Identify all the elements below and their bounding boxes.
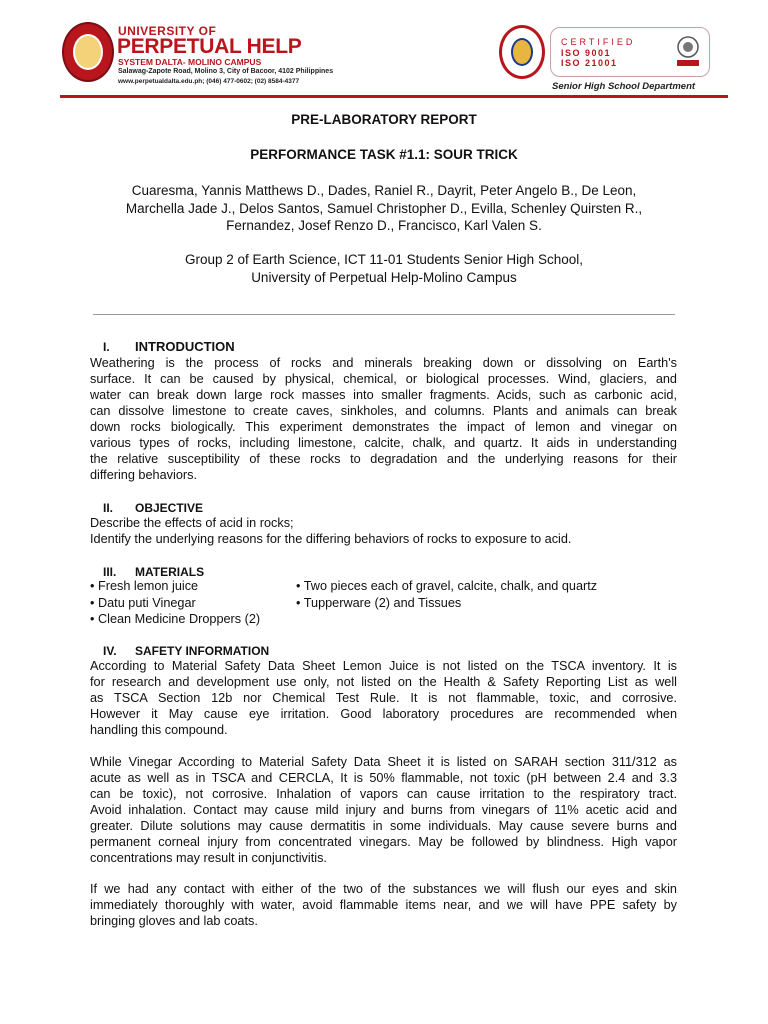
- university-name: PERPETUAL HELP: [117, 35, 302, 58]
- paragraph-line: for research and development use only, not listed on the Health & Safety Reporting List as well: [90, 675, 677, 689]
- paragraph-line: However it May cause eye irritation. Good laboratory procedures are recommended when: [90, 707, 677, 721]
- material-item: • Datu puti Vinegar: [90, 596, 196, 610]
- paragraph-line: concentrations may result in conjunctivitis.: [90, 851, 327, 865]
- objective-line: Identify the underlying reasons for the differing behaviors of rocks to exposure to acid.: [90, 532, 572, 546]
- section-title: OBJECTIVE: [135, 501, 204, 515]
- material-item: • Tupperware (2) and Tissues: [296, 596, 462, 610]
- paragraph-line: Weathering is the process of rocks and minerals breaking down or dissolving on Earth's: [90, 356, 677, 370]
- paragraph-line: down rocks biologically. This experiment demonstrates the impact of lemon and vinegar on: [90, 420, 677, 434]
- paragraph-line: water can break down large rock masses into smaller fragments. Acids, such as carbonic acid,: [90, 388, 677, 402]
- section-number: II.: [103, 501, 114, 515]
- paragraph-line: greater. Dilute solutions may cause dermatitis in some individuals. May cause severe burns and: [90, 819, 677, 833]
- paragraph-line: can be toxic), not corrosive. Inhalation of vapors can cause irritation to the respiratory tract.: [90, 787, 677, 801]
- material-item: • Fresh lemon juice: [90, 579, 199, 593]
- section-title: MATERIALS: [135, 565, 205, 579]
- university-contact: www.perpetualdalta.edu.ph; (046) 477-0602; (02) 8584-4377: [118, 78, 300, 85]
- paragraph-line: various types of rocks, including limestone, calcite, chalk, and quartz. It aids in understanding: [90, 436, 677, 450]
- paragraph-line: can dissolve limestone to create caves, sinkholes, and columns. Plants and animals can break: [90, 404, 677, 418]
- objective-line: Describe the effects of acid in rocks;: [90, 516, 294, 530]
- section-number: IV.: [103, 644, 117, 658]
- paragraph-line: surface. It can be caused by physical, chemical, or biological processes. Wind, glaciers, and: [90, 372, 677, 386]
- material-item: • Two pieces each of gravel, calcite, chalk, and quartz: [296, 579, 598, 593]
- certification-mark-icon: [675, 36, 701, 68]
- paragraph-line: handling this compound.: [90, 723, 228, 737]
- paragraph-line: If we had any contact with either of the two of the substances we will flush our eyes and skin: [90, 882, 677, 896]
- authors-line: Cuaresma, Yannis Matthews D., Dades, Raniel R., Dayrit, Peter Angelo B., De Leon,: [131, 183, 637, 198]
- section-title: INTRODUCTION: [135, 339, 235, 354]
- shs-seal-icon: [499, 25, 545, 79]
- affiliation-line: University of Perpetual Help-Molino Campus: [251, 269, 517, 285]
- task-title: PERFORMANCE TASK #1.1: SOUR TRICK: [250, 147, 518, 162]
- authors-block: [0, 182, 768, 235]
- paragraph-line: the relative susceptibility of these rocks to degradation and the underlying reasons for their: [90, 452, 677, 466]
- letterhead: [0, 0, 768, 100]
- affiliation-line: Group 2 of Earth Science, ICT 11-01 Students Senior High School,: [185, 252, 583, 267]
- material-item: • Clean Medicine Droppers (2): [90, 612, 261, 626]
- campus-name: SYSTEM DALTA- MOLINO CAMPUS: [118, 57, 262, 67]
- section-number: I.: [103, 340, 110, 354]
- authors-line: Marchella Jade J., Delos Santos, Samuel Christopher D., Evilla, Schenley Quirsten R.,: [125, 200, 643, 216]
- university-address: Salawag-Zapote Road, Molino 3, City of Bacoor, 4102 Philippines: [118, 68, 334, 75]
- university-seal-icon: [62, 22, 114, 82]
- department-label: Senior High School Department: [552, 81, 696, 92]
- paragraph-line: bringing gloves and lab coats.: [90, 914, 258, 928]
- paragraph-line: While Vinegar According to Material Safety Data Sheet it is listed on SARAH section 311/312 as: [90, 755, 677, 769]
- section-number: III.: [103, 565, 117, 579]
- iso-9001-label: ISO 9001: [561, 48, 612, 58]
- paragraph-line: Avoid inhalation. Contact may cause mild injury and burns from vinegars of 11% acetic acid and: [90, 803, 677, 817]
- certification-badge: [550, 27, 710, 77]
- paragraph-line: as TSCA Section 12b nor Chemical Test Rule. It is not flammable, toxic, and corrosive.: [90, 691, 677, 705]
- safety-paragraph-lemon: [90, 658, 677, 738]
- section-title: SAFETY INFORMATION: [135, 644, 270, 658]
- introduction-heading: [103, 338, 235, 356]
- header-rule: [60, 95, 728, 98]
- iso-21001-label: ISO 21001: [561, 58, 618, 68]
- safety-paragraph-vinegar: [90, 754, 677, 866]
- safety-paragraph-response: [90, 881, 677, 929]
- paragraph-line: acute as well as in TSCA and CERCLA, It is 50% flammable, not toxic (pH between 2.4 and 3.3: [90, 771, 677, 785]
- paragraph-line: According to Material Safety Data Sheet Lemon Juice is not listed on the TSCA inventory. It is: [90, 659, 677, 673]
- paragraph-line: immediately thoroughly with water, avoid flammable items near, and we will have PPE safety by: [90, 898, 677, 912]
- report-title: PRE-LABORATORY REPORT: [291, 112, 477, 127]
- paragraph-line: permanent corneal injury from concentrated vinegars. May be followed by blindness. High vapor: [90, 835, 677, 849]
- introduction-paragraph: [90, 355, 677, 483]
- title-divider: [93, 314, 675, 315]
- university-of-label: UNIVERSITY OF: [118, 24, 217, 38]
- certified-label: CERTIFIED: [561, 37, 636, 47]
- paragraph-line: differing behaviors.: [90, 468, 197, 482]
- authors-line: Fernandez, Josef Renzo D., Francisco, Karl Valen S.: [226, 218, 542, 233]
- affiliation-block: [0, 251, 768, 286]
